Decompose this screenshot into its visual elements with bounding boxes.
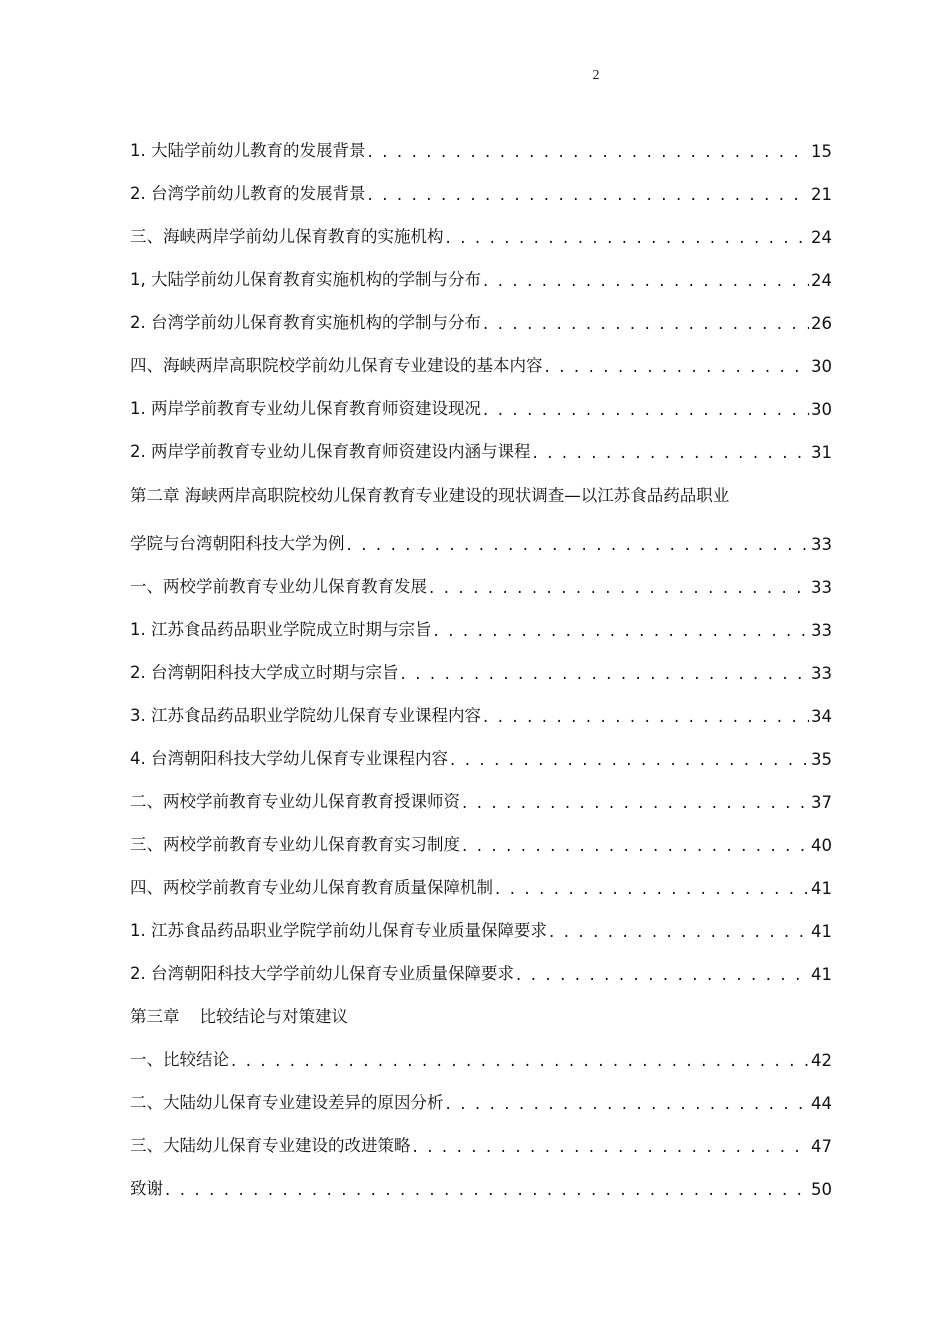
toc-entry-page: 26 [811,314,832,333]
toc-entry[interactable] [130,554,832,597]
toc-entry-page: 31 [811,443,832,462]
toc-entry-page: 33 [811,664,832,683]
toc-leader-dots [462,793,809,812]
toc-entry-page: 44 [811,1094,832,1113]
toc-entry-title: 一、两校学前教育专业幼儿保育教育发展 [130,577,427,596]
toc-entry-page: 37 [811,793,832,812]
table-of-contents [130,118,832,1199]
toc-entry-title: 三、两校学前教育专业幼儿保育教育实习制度 [130,835,460,854]
toc-leader-dots [462,836,809,855]
toc-entry[interactable] [130,419,832,462]
toc-entry[interactable] [130,941,832,984]
toc-leader-dots [549,922,809,941]
toc-leader-dots [483,271,809,290]
toc-entry[interactable] [130,118,832,161]
toc-entry-page: 34 [811,707,832,726]
toc-entry-page: 41 [811,922,832,941]
toc-entry[interactable] [130,898,832,941]
toc-entry-page: 24 [811,271,832,290]
toc-entry-page: 47 [811,1137,832,1156]
toc-entry-title: 3. 江苏食品药品职业学院幼儿保育专业课程内容 [130,706,481,725]
toc-leader-dots [545,357,810,376]
toc-entry-title: 一、比较结论 [130,1050,229,1069]
toc-chapter-title: 比较结论与对策建议 [199,1007,348,1026]
toc-leader-dots [368,185,810,204]
toc-entry-page: 42 [811,1051,832,1070]
toc-entry-title: 致谢 [130,1179,163,1198]
toc-entry-page: 24 [811,228,832,247]
toc-entry-page: 15 [811,142,832,161]
toc-leader-dots [434,621,810,640]
toc-entry-page: 41 [811,965,832,984]
toc-entry-title: 三、海峡两岸学前幼儿保育教育的实施机构 [130,227,444,246]
toc-entry[interactable] [130,1027,832,1070]
toc-leader-dots [429,578,809,597]
toc-entry-title: 1. 两岸学前教育专业幼儿保育教育师资建设现况 [130,399,481,418]
toc-entry-title: 二、两校学前教育专业幼儿保育教育授课师资 [130,792,460,811]
toc-leader-dots [450,750,809,769]
toc-leader-dots [368,142,810,161]
toc-leader-dots [495,879,809,898]
toc-entry-title: 四、两校学前教育专业幼儿保育教育质量保障机制 [130,878,493,897]
toc-entry-page: 33 [811,535,832,554]
toc-entry-page: 40 [811,836,832,855]
toc-entry[interactable] [130,247,832,290]
toc-leader-dots [231,1051,809,1070]
toc-entry[interactable] [130,376,832,419]
toc-entry-page: 30 [811,400,832,419]
toc-leader-dots [347,535,810,554]
toc-entry[interactable] [130,506,832,554]
toc-leader-dots [483,400,809,419]
page-number: 2 [592,68,600,83]
toc-entry-page: 35 [811,750,832,769]
toc-entry-page: 50 [811,1180,832,1199]
toc-entry-title: 四、海峡两岸高职院校学前幼儿保育专业建设的基本内容 [130,356,543,375]
toc-leader-dots [446,1094,810,1113]
toc-entry-title: 2. 台湾学前幼儿教育的发展背景 [130,184,366,203]
toc-entry[interactable] [130,726,832,769]
toc-entry[interactable] [130,333,832,376]
toc-leader-dots [483,314,809,333]
toc-entry-title: 1. 江苏食品药品职业学院学前幼儿保育专业质量保障要求 [130,921,547,940]
toc-entry[interactable] [130,204,832,247]
toc-entry-page: 33 [811,621,832,640]
toc-entry[interactable] [130,812,832,855]
toc-entry-title: 1. 大陆学前幼儿教育的发展背景 [130,141,366,160]
toc-entry-title: 2. 两岸学前教育专业幼儿保育教育师资建设内涵与课程 [130,442,531,461]
toc-entry[interactable] [130,1070,832,1113]
toc-entry[interactable] [130,161,832,204]
toc-chapter-title-line1: 第二章 海峡两岸高职院校幼儿保育教育专业建设的现状调查—以江苏食品药品职业 [130,486,730,505]
toc-entry-page: 33 [811,578,832,597]
toc-entry[interactable] [130,1113,832,1156]
toc-leader-dots [165,1180,809,1199]
toc-entry-title: 二、大陆幼儿保育专业建设差异的原因分析 [130,1093,444,1112]
toc-leader-dots [446,228,810,247]
toc-chapter-heading[interactable] [130,462,832,506]
toc-leader-dots [516,965,809,984]
toc-leader-dots [401,664,810,683]
toc-entry-page: 41 [811,879,832,898]
toc-leader-dots [413,1137,810,1156]
toc-chapter-heading[interactable] [130,984,832,1027]
toc-entry-title: 2. 台湾学前幼儿保育教育实施机构的学制与分布 [130,313,481,332]
toc-entry-title: 4. 台湾朝阳科技大学幼儿保育专业课程内容 [130,749,448,768]
toc-entry-page: 30 [811,357,832,376]
toc-leader-dots [483,707,809,726]
toc-entry-title: 1, 大陆学前幼儿保育教育实施机构的学制与分布 [130,270,481,289]
toc-entry-title: 2. 台湾朝阳科技大学学前幼儿保育专业质量保障要求 [130,964,514,983]
toc-chapter-label: 第三章 [130,1007,180,1026]
toc-entry-title: 2. 台湾朝阳科技大学成立时期与宗旨 [130,663,399,682]
toc-entry[interactable] [130,1156,832,1199]
toc-leader-dots [533,443,810,462]
toc-entry[interactable] [130,855,832,898]
toc-entry-page: 21 [811,185,832,204]
toc-entry[interactable] [130,290,832,333]
toc-entry-title: 三、大陆幼儿保育专业建设的改进策略 [130,1136,411,1155]
toc-chapter-title-line2: 学院与台湾朝阳科技大学为例 [130,534,345,553]
toc-entry[interactable] [130,683,832,726]
toc-entry[interactable] [130,769,832,812]
toc-entry[interactable] [130,597,832,640]
toc-entry[interactable] [130,640,832,683]
toc-entry-title: 1. 江苏食品药品职业学院成立时期与宗旨 [130,620,432,639]
